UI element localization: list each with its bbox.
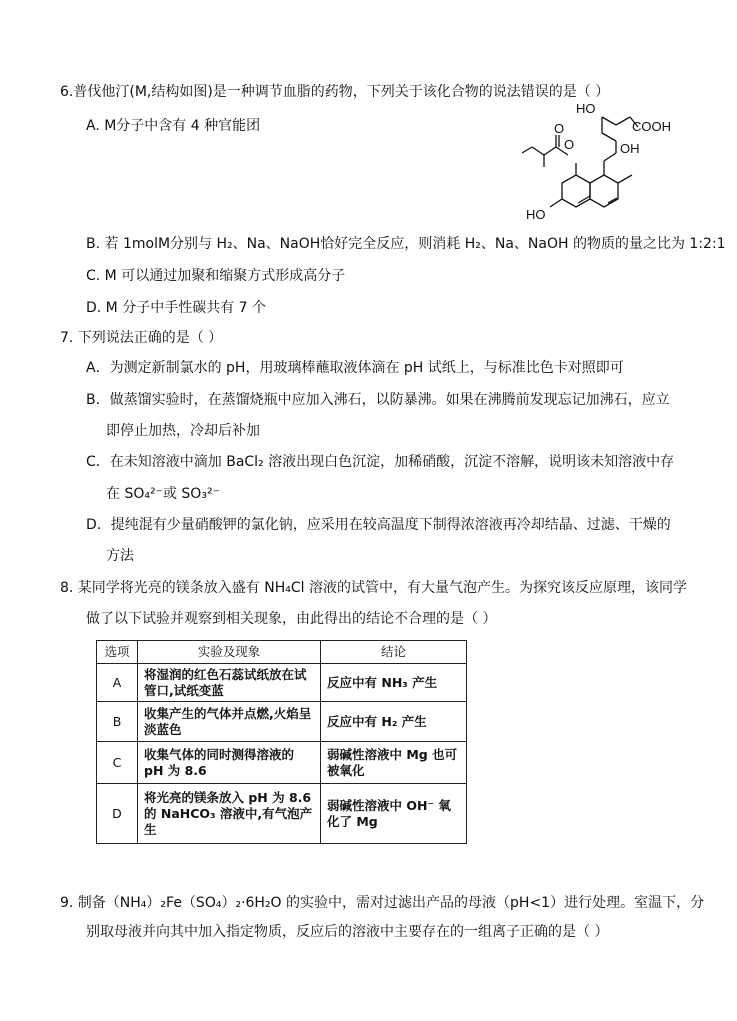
mid-hydroxyl-label: OH <box>620 141 640 156</box>
header-experiment: 实验及现象 <box>138 641 321 664</box>
row-option: B <box>97 702 138 742</box>
cooh-label: COOH <box>632 119 671 134</box>
row-experiment: 将湿润的红色石蕊试纸放在试管口,试纸变蓝 <box>138 664 321 702</box>
q6-option-b: B. 若 1molM分别与 H₂、Na、NaOH恰好完全反应，则消耗 H₂、Na、NaOH 的物质的量之比为 1:2:1 <box>86 236 726 252</box>
row-experiment: 收集气体的同时测得溶液的 pH 为 8.6 <box>138 742 321 784</box>
carbonyl-oxygen-label: O <box>554 121 565 136</box>
q6-option-d: D. M 分子中手性碳共有 7 个 <box>86 300 267 316</box>
q7-option-c-line2: 在 SO₄²⁻或 SO₃²⁻ <box>106 486 220 502</box>
table-header-row <box>97 641 467 664</box>
q7-option-d-line2: 方法 <box>106 548 134 564</box>
experiment-table <box>96 640 467 844</box>
ring-hydroxyl-label: HO <box>526 207 546 222</box>
q7-option-a: A．为测定新制氯水的 pH，用玻璃棒蘸取液体滴在 pH 试纸上，与标准比色卡对照即可 <box>86 360 624 376</box>
table-row <box>97 664 467 702</box>
q7-stem: 7. 下列说法正确的是（ ） <box>60 330 223 346</box>
table-row <box>97 742 467 784</box>
q9-stem-line2: 别取母液并向其中加入指定物质，反应后的溶液中主要存在的一组离子正确的是（ ） <box>86 924 609 940</box>
q6-option-c: C. M 可以通过加聚和缩聚方式形成高分子 <box>86 268 346 284</box>
row-conclusion: 反应中有 NH₃ 产生 <box>321 664 467 702</box>
top-hydroxyl-label: HO <box>576 101 596 116</box>
row-conclusion: 弱碱性溶液中 Mg 也可被氧化 <box>321 742 467 784</box>
table-row <box>97 702 467 742</box>
row-experiment: 将光亮的镁条放入 pH 为 8.6 的 NaHCO₃ 溶液中,有气泡产生 <box>138 784 321 844</box>
q7-option-c-line1: C．在未知溶液中滴加 BaCl₂ 溶液出现白色沉淀，加稀硝酸，沉淀不溶解，说明该未知溶液中存 <box>86 454 675 470</box>
row-option: C <box>97 742 138 784</box>
q7-option-d-line1: D．提纯混有少量硝酸钾的氯化钠，应采用在较高温度下制得浓溶液再冷却结晶、过滤、干燥的 <box>86 517 671 533</box>
row-option: D <box>97 784 138 844</box>
pravastatin-structure <box>520 95 680 230</box>
ester-oxygen-label: O <box>564 137 575 152</box>
table-row <box>97 784 467 844</box>
q6-option-a: A. M分子中含有 4 种官能团 <box>86 118 261 134</box>
row-conclusion: 弱碱性溶液中 OH⁻ 氧化了 Mg <box>321 784 467 844</box>
q8-stem-line2: 做了以下试验并观察到相关现象，由此得出的结论不合理的是（ ） <box>86 611 497 627</box>
q7-option-b-line1: B．做蒸馏实验时，在蒸馏烧瓶中应加入沸石，以防暴沸。如果在沸腾前发现忘记加沸石，应立 <box>86 392 670 408</box>
q6-stem: 6.普伐他汀(M,结构如图)是一种调节血脂的药物，下列关于该化合物的说法错误的是（ ） <box>60 84 610 100</box>
q7-option-b-line2: 即停止加热，冷却后补加 <box>106 423 260 439</box>
q9-stem-line1: 9. 制备（NH₄）₂Fe（SO₄）₂·6H₂O 的实验中，需对过滤出产品的母液（pH<1）进行处理。室温下，分 <box>60 895 705 911</box>
header-conclusion: 结论 <box>321 641 467 664</box>
header-option: 选项 <box>97 641 138 664</box>
row-option: A <box>97 664 138 702</box>
row-conclusion: 反应中有 H₂ 产生 <box>321 702 467 742</box>
row-experiment: 收集产生的气体并点燃,火焰呈淡蓝色 <box>138 702 321 742</box>
q8-stem-line1: 8. 某同学将光亮的镁条放入盛有 NH₄Cl 溶液的试管中，有大量气泡产生。为探究该反应原理，该同学 <box>60 580 687 596</box>
